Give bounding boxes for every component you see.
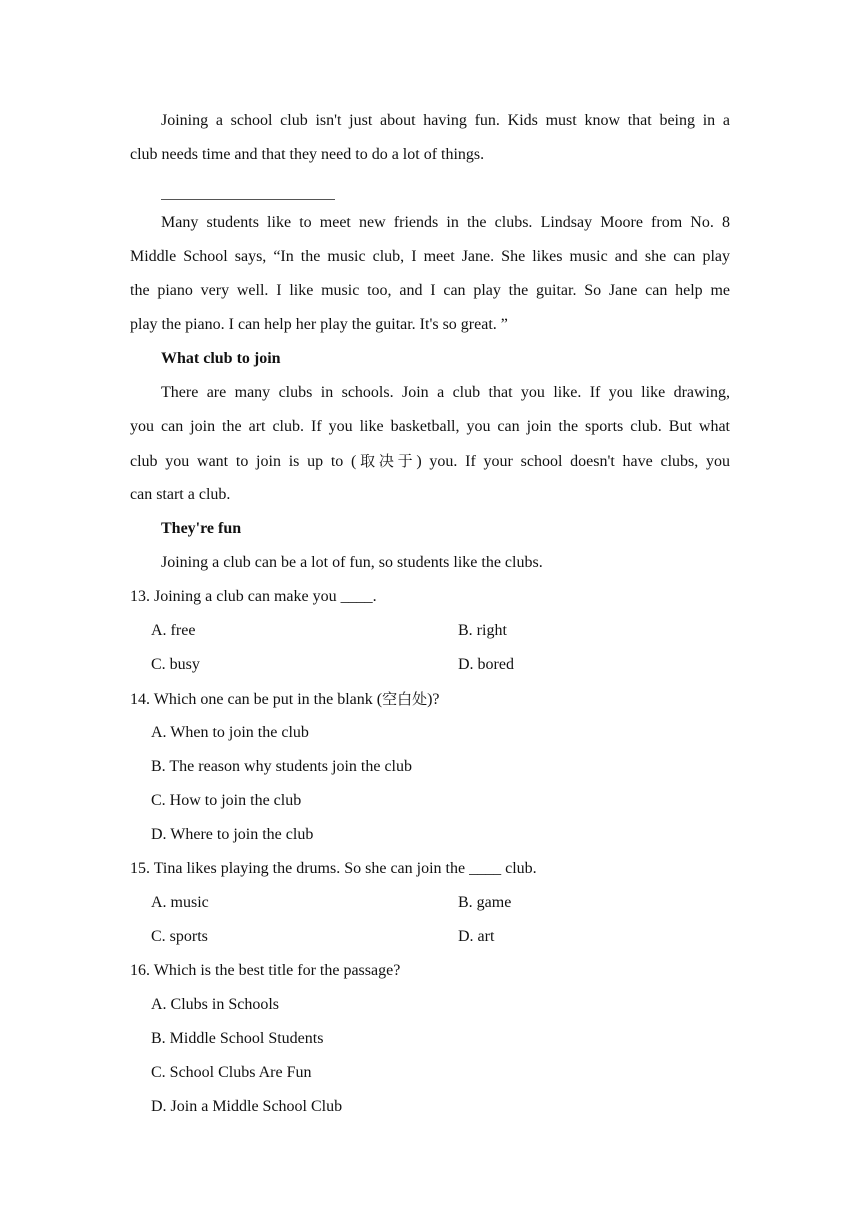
- text-line: club needs time and that they need to do a lot of things.: [130, 146, 485, 163]
- question-stem: 16. Which is the best title for the passage?: [130, 962, 401, 979]
- option-row: [130, 920, 730, 954]
- option-b: B. The reason why students join the club: [151, 758, 412, 775]
- question-15: [130, 852, 730, 954]
- option-d: D. Join a Middle School Club: [151, 1098, 343, 1115]
- option-b: B. Middle School Students: [151, 1030, 324, 1047]
- option-c: C. How to join the club: [151, 792, 302, 809]
- option-a: A. music: [151, 894, 209, 911]
- section-heading: They're fun: [161, 520, 242, 537]
- option-a: A. Clubs in Schools: [151, 996, 280, 1013]
- question-13: [130, 580, 730, 682]
- question-14: [130, 682, 730, 852]
- option-row: [130, 614, 730, 648]
- option-d: D. Where to join the club: [151, 826, 314, 843]
- chinese-gloss: 空白处: [382, 690, 428, 708]
- question-stem: 13. Joining a club can make you ____.: [130, 588, 377, 605]
- text-fragment: club you want to join is up to (: [130, 453, 357, 470]
- text-fragment: 14. Which one can be put in the blank (: [130, 691, 383, 708]
- text-fragment: ) you. If your school doesn't have clubs, you: [416, 453, 730, 470]
- option-a: A. free: [151, 622, 196, 639]
- text-line: play the piano. I can help her play the guitar. It's so great. ”: [130, 316, 508, 333]
- chinese-gloss: 取决于: [356, 452, 417, 470]
- answer-blank-line: [130, 172, 730, 206]
- paragraph-what-club: [130, 376, 730, 512]
- text-fragment: )?: [427, 691, 440, 708]
- option-d: D. bored: [458, 656, 514, 673]
- option-d: D. art: [458, 928, 495, 945]
- page-content: [130, 104, 730, 1124]
- option-b: B. game: [458, 894, 512, 911]
- option-b: B. right: [458, 622, 507, 639]
- paragraph-fun: Joining a club can be a lot of fun, so students like the clubs.: [161, 554, 543, 571]
- option-c: C. busy: [151, 656, 200, 673]
- question-stem: [130, 682, 730, 716]
- text-line: There are many clubs in schools. Join a club that you like. If you like drawing,: [161, 384, 730, 401]
- text-line: the piano very well. I like music too, and I can play the guitar. So Jane can help me: [130, 282, 730, 299]
- text-line: you can join the art club. If you like basketball, you can join the sports club. But what: [130, 418, 730, 435]
- text-line: [130, 444, 730, 478]
- paragraph-friends: [130, 206, 730, 342]
- section-heading: What club to join: [161, 350, 281, 367]
- text-line: Joining a school club isn't just about having fun. Kids must know that being in a: [161, 112, 730, 129]
- text-line: Many students like to meet new friends in the clubs. Lindsay Moore from No. 8: [161, 214, 730, 231]
- option-c: C. sports: [151, 928, 208, 945]
- option-row: [130, 648, 730, 682]
- option-c: C. School Clubs Are Fun: [151, 1064, 312, 1081]
- text-line: Middle School says, “In the music club, I meet Jane. She likes music and she can play: [130, 248, 730, 265]
- text-line: can start a club.: [130, 486, 231, 503]
- question-16: [130, 954, 730, 1124]
- option-row: [130, 886, 730, 920]
- question-stem: 15. Tina likes playing the drums. So she can join the ____ club.: [130, 860, 537, 877]
- option-a: A. When to join the club: [151, 724, 309, 741]
- paragraph-intro: [130, 104, 730, 172]
